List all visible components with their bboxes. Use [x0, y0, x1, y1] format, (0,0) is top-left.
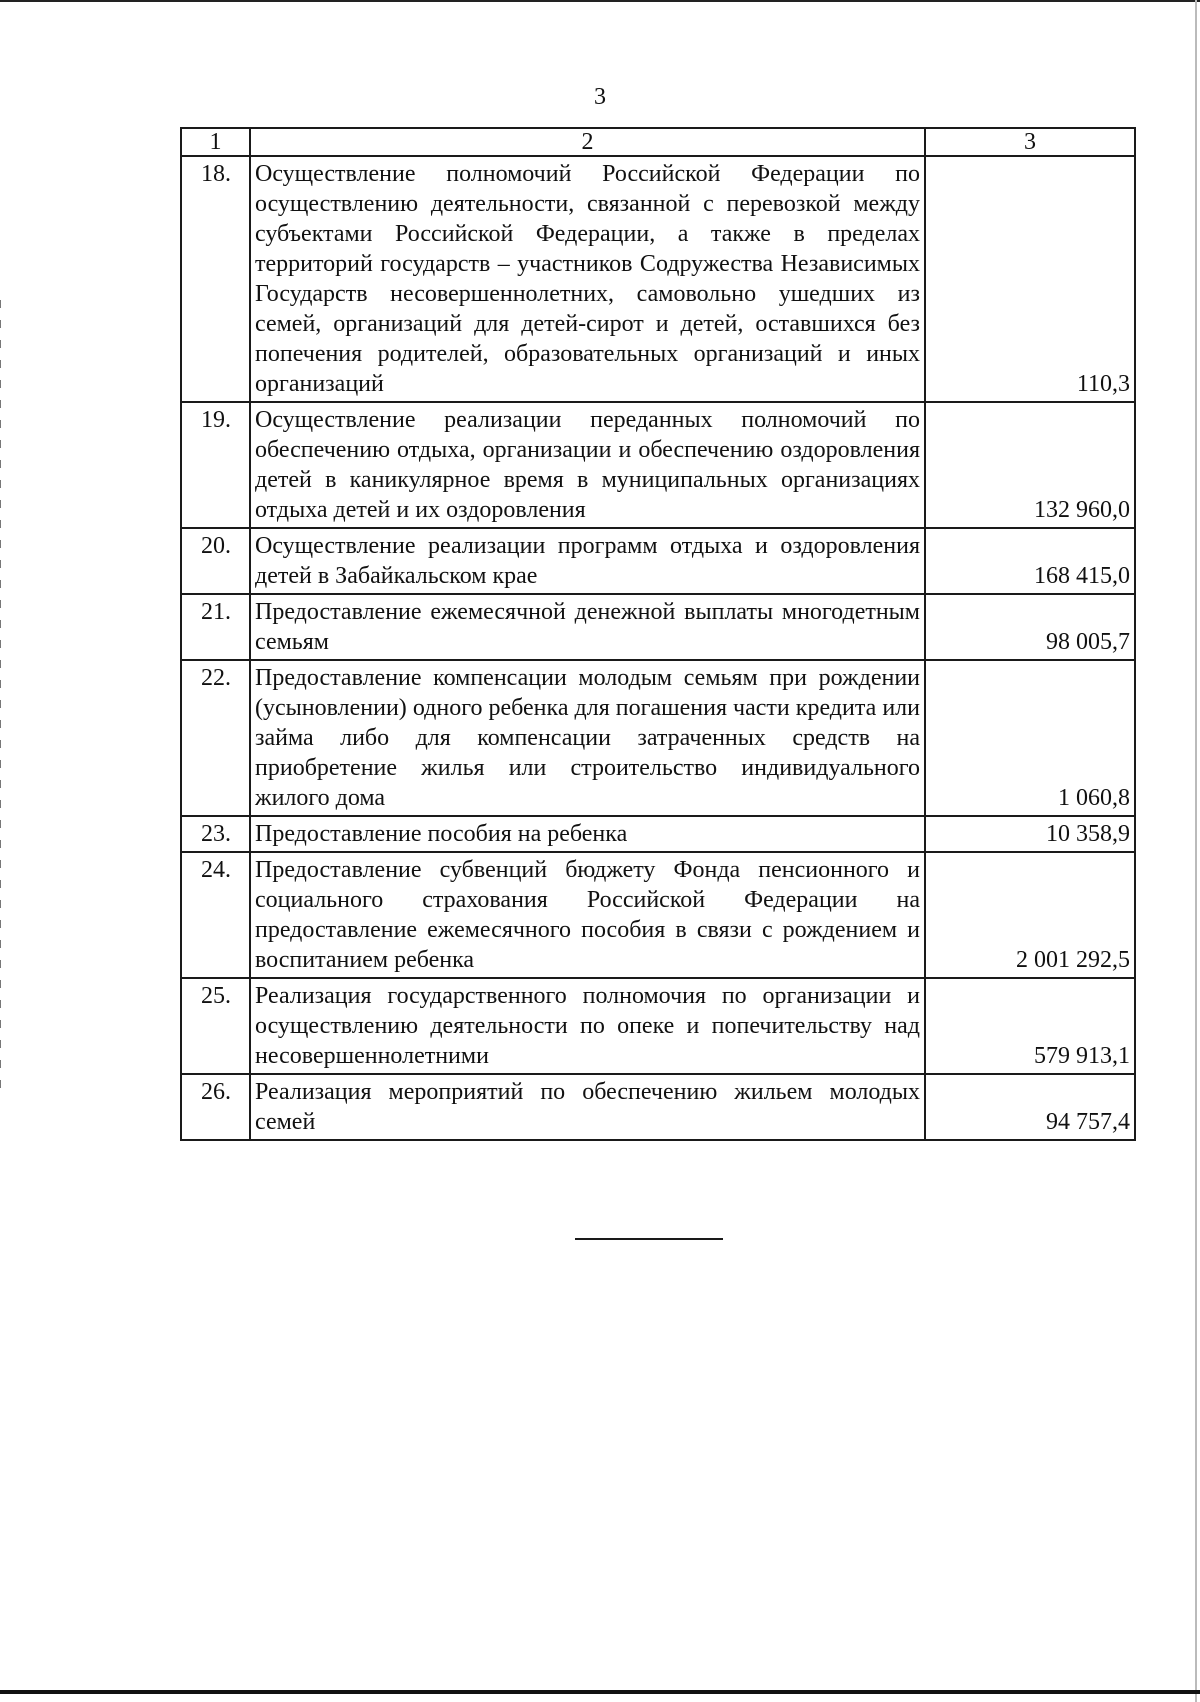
- header-col-3: 3: [925, 128, 1135, 156]
- table-row: [181, 156, 1135, 402]
- row-description: Предоставление пособия на ребенка: [250, 816, 925, 852]
- page-number: 3: [594, 84, 606, 110]
- scan-edge-left: [0, 300, 1, 1100]
- row-amount: 98 005,7: [925, 594, 1135, 660]
- row-description: Реализация государственного полномочия по организации и осуществлению деятельности по опеке и попечительству над несовершеннолетними: [250, 978, 925, 1074]
- table-row: [181, 528, 1135, 594]
- row-number: 20.: [181, 528, 250, 594]
- header-col-2: 2: [250, 128, 925, 156]
- table-row: [181, 852, 1135, 978]
- scan-edge-top: [0, 0, 1200, 2]
- scan-edge-right: [1195, 0, 1197, 1702]
- table-row: [181, 594, 1135, 660]
- row-description: Осуществление полномочий Российской Федерации по осуществлению деятельности, связанной с перевозкой между субъектами Российской Федерации, а также в пределах территорий государств – участников Содружества Независимых Государств несовершеннолетних, самовольно ушедших из семей, организаций для детей-сирот и детей, оставшихся без попечения родителей, образовательных организаций и иных организаций: [250, 156, 925, 402]
- row-amount: 2 001 292,5: [925, 852, 1135, 978]
- table-row: [181, 660, 1135, 816]
- row-description: Предоставление компенсации молодым семьям при рождении (усыновлении) одного ребенка для погашения части кредита или займа либо для компенсации затраченных средств на приобретение жилья или строительство индивидуального жилого дома: [250, 660, 925, 816]
- row-amount: 1 060,8: [925, 660, 1135, 816]
- table-row: [181, 978, 1135, 1074]
- row-amount: 579 913,1: [925, 978, 1135, 1074]
- row-number: 24.: [181, 852, 250, 978]
- header-col-1: 1: [181, 128, 250, 156]
- row-amount: 132 960,0: [925, 402, 1135, 528]
- table-header-row: [181, 128, 1135, 156]
- row-number: 23.: [181, 816, 250, 852]
- row-amount: 168 415,0: [925, 528, 1135, 594]
- row-number: 26.: [181, 1074, 250, 1140]
- row-number: 19.: [181, 402, 250, 528]
- table-row: [181, 816, 1135, 852]
- row-description: Осуществление реализации программ отдыха и оздоровления детей в Забайкальском крае: [250, 528, 925, 594]
- row-number: 22.: [181, 660, 250, 816]
- row-description: Реализация мероприятий по обеспечению жильем молодых семей: [250, 1074, 925, 1140]
- row-description: Предоставление субвенций бюджету Фонда пенсионного и социального страхования Российской Федерации на предоставление ежемесячного пособия в связи с рождением и воспитанием ребенка: [250, 852, 925, 978]
- row-number: 18.: [181, 156, 250, 402]
- row-amount: 10 358,9: [925, 816, 1135, 852]
- end-of-document-rule: [575, 1238, 723, 1240]
- row-amount: 110,3: [925, 156, 1135, 402]
- row-number: 21.: [181, 594, 250, 660]
- table-row: [181, 402, 1135, 528]
- row-amount: 94 757,4: [925, 1074, 1135, 1140]
- row-description: Предоставление ежемесячной денежной выплаты многодетным семьям: [250, 594, 925, 660]
- row-description: Осуществление реализации переданных полномочий по обеспечению отдыха, организации и обеспечению оздоровления детей в каникулярное время в муниципальных организациях отдыха детей и их оздоровления: [250, 402, 925, 528]
- row-number: 25.: [181, 978, 250, 1074]
- budget-table: [180, 127, 1136, 1141]
- table-row: [181, 1074, 1135, 1140]
- scan-edge-bottom: [0, 1690, 1200, 1694]
